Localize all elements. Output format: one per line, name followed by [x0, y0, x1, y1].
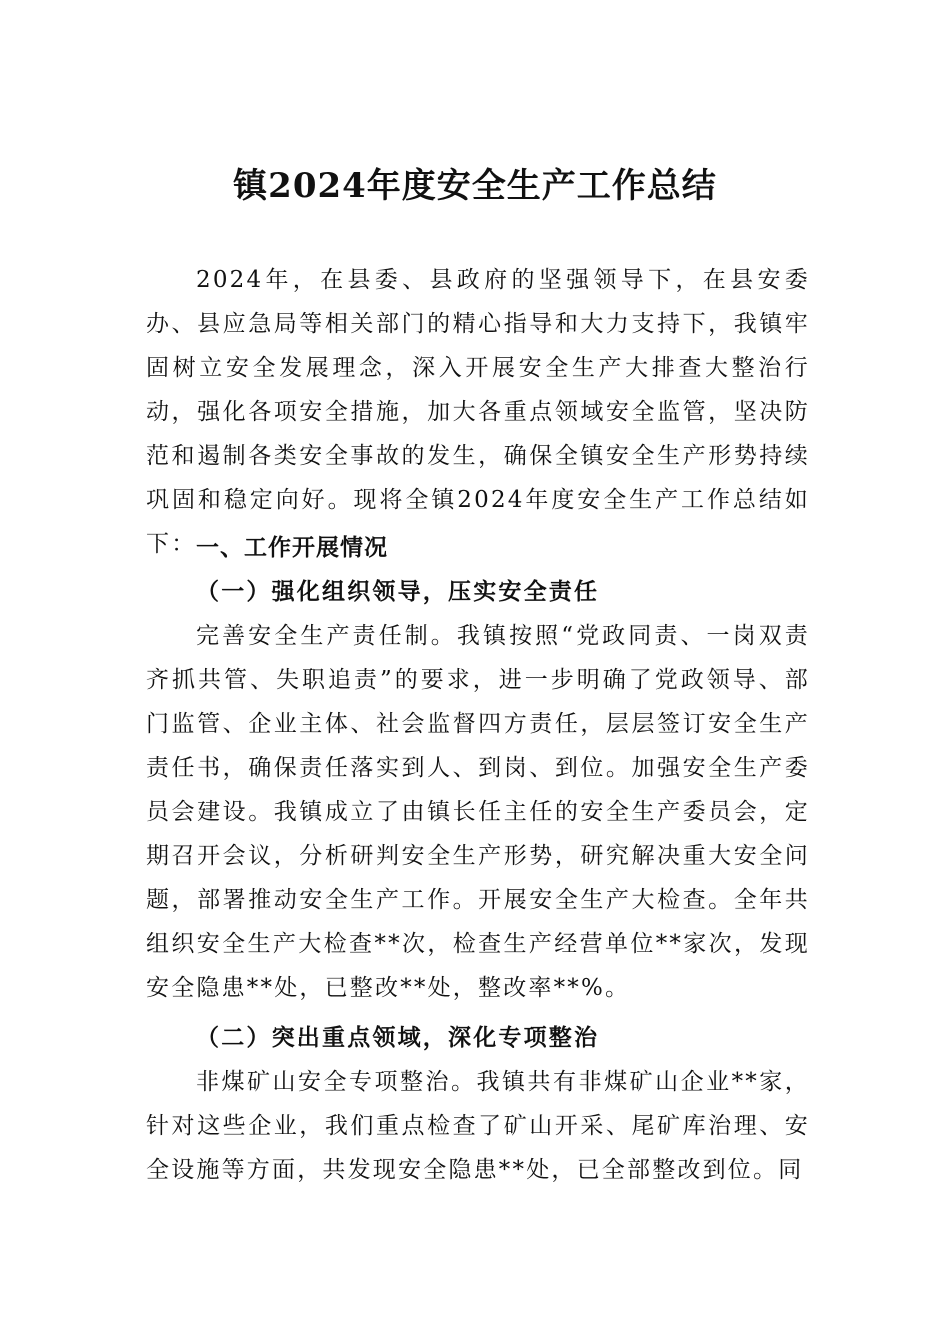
- subsection-body-organization: 完善安全生产责任制。我镇按照“党政同责、一岗双责齐抓共管、失职追责”的要求，进一步明确了党政领导、部门监管、企业主体、社会监督四方责任，层层签订安全生产责任书，确保责任落实到人、到岗、到位。加强安全生产委员会建设。我镇成立了由镇长任主任的安全生产委员会，定期召开会议，分析研判安全生产形势，研究解决重大安全问题，部署推动安全生产工作。开展安全生产大检查。全年共组织安全生产大检查**次，检查生产经营单位**家次，发现安全隐患**处，已整改**处，整改率**%。: [146, 623, 810, 1001]
- subsection-heading-key-areas: （二）突出重点领域，深化专项整治: [196, 1024, 600, 1051]
- subsection-heading-organization: （一）强化组织领导，压实安全责任: [196, 578, 600, 605]
- intro-paragraph: 2024年，在县委、县政府的坚强领导下，在县安委办、县应急局等相关部门的精心指导和大力支持下，我镇牢固树立安全发展理念，深入开展安全生产大排查大整治行动，强化各项安全措施，加大各重点领域安全监管，坚决防范和遏制各类安全事故的发生，确保全镇安全生产形势持续巩固和稳定向好。现将全镇2024年度安全生产工作总结如下：: [146, 267, 810, 557]
- section-heading-work-progress: 一、工作开展情况: [196, 535, 388, 561]
- document-title: 镇2024年度安全生产工作总结: [233, 166, 717, 206]
- subsection-body-key-areas: 非煤矿山安全专项整治。我镇共有非煤矿山企业**家，针对这些企业，我们重点检查了矿山开采、尾矿库治理、安全设施等方面，共发现安全隐患**处，已全部整改到位。同: [146, 1069, 810, 1183]
